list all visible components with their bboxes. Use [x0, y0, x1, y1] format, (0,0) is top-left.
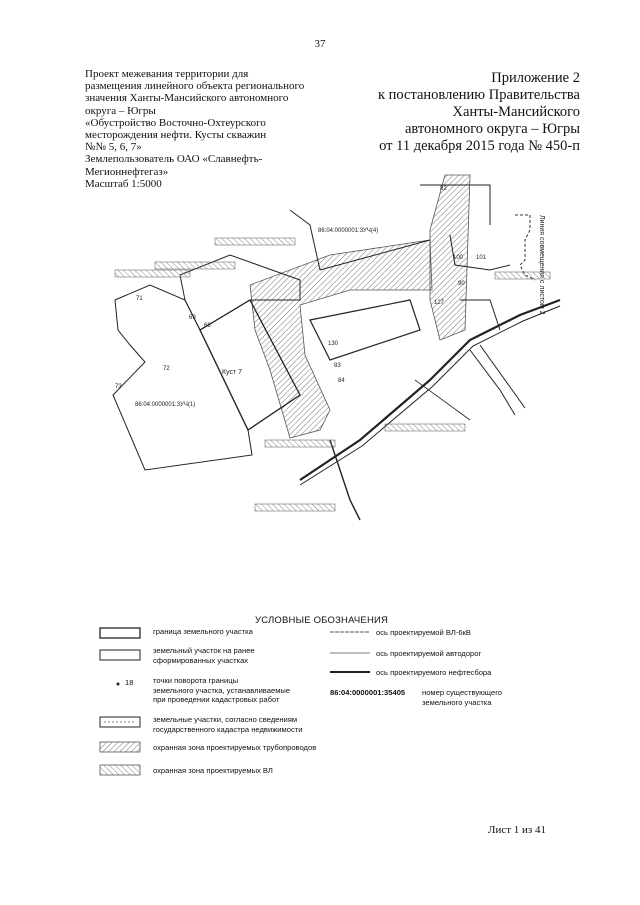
point-label: 127 — [434, 300, 445, 306]
pipeline-protection-zone — [250, 175, 470, 438]
point-label: 84 — [338, 378, 345, 384]
legend-text: земельного участка, устанавливаемые — [153, 685, 291, 695]
legend-text: земельные участки, согласно сведениям — [153, 715, 298, 724]
legend-item — [422, 688, 502, 707]
point-label: 83 — [334, 363, 341, 369]
legend-text: номер существующего — [422, 688, 503, 697]
legend-item — [153, 766, 273, 776]
cadastral-example: 86:04:0000001:35405 — [330, 688, 406, 697]
page-number: 37 — [314, 38, 326, 50]
legend-text: государственного кадастра недвижимости — [153, 724, 303, 734]
legend-item: ось проектируемого нефтесбора — [376, 668, 492, 677]
point-label: 68 — [204, 323, 211, 329]
appendix-line: автономного округа – Югры — [404, 121, 580, 137]
legend-item: ось проектируемой автодорог — [376, 649, 482, 658]
point-label: 69 — [189, 315, 196, 321]
legend-item: ось проектируемой ВЛ-6кВ — [376, 628, 471, 637]
scale-line: Масштаб 1:5000 — [85, 177, 162, 190]
appendix-line: к постановлению Правительства — [378, 87, 580, 103]
legend-title: УСЛОВНЫЕ ОБОЗНАЧЕНИЯ — [255, 615, 389, 626]
point-label: 100 — [453, 255, 464, 261]
point-label: 90 — [458, 281, 465, 287]
legend-text: охранная зона проектируемых трубопроводов — [153, 743, 317, 752]
project-line: размещения линейного объекта регионального — [85, 80, 305, 93]
parcel-label: 86:04:0000001:3УЧ(4) — [318, 228, 379, 234]
project-line: №№ 5, 6, 7» — [85, 141, 142, 154]
legend-item — [153, 743, 316, 753]
side-label: Линия совмещения с листом 2 — [538, 215, 545, 315]
point-example: 18 — [125, 678, 134, 687]
legend-text: граница земельного участка — [153, 627, 253, 636]
sheet-join-line — [515, 215, 535, 280]
project-line: Мегионнефтегаз» — [85, 165, 169, 178]
point-label: 101 — [476, 255, 487, 261]
legend-text: земельного участка — [422, 697, 492, 707]
project-line: «Обустройство Восточно-Охтеурского — [85, 116, 266, 129]
legend-item — [153, 715, 302, 734]
project-line: Землепользователь ОАО «Славнефть- — [85, 153, 263, 166]
cluster-label: Куст 7 — [222, 369, 243, 376]
project-line: месторождения нефти. Кусты скважин — [85, 129, 267, 142]
parcel-label: 86:04:0000001:3УЧ(1) — [135, 402, 196, 408]
point-label: 130 — [328, 341, 339, 347]
point-label: 71 — [136, 296, 143, 302]
point-label: 73 — [115, 384, 122, 390]
legend-text: при проведении кадастровых работ — [153, 695, 280, 704]
appendix-line: от 11 декабря 2015 года № 450-п — [379, 138, 580, 154]
sheet-number: Лист 1 из 41 — [488, 824, 547, 836]
project-line: округа – Югры — [85, 104, 156, 117]
legend-item — [153, 627, 253, 637]
appendix-line: Приложение 2 — [491, 70, 580, 86]
existing-parcel — [113, 285, 252, 470]
legend-text: точки поворота границы — [153, 676, 239, 685]
legend-text: земельный участок на ранее — [153, 646, 255, 655]
point-label: 82 — [440, 186, 447, 192]
appendix-line: Ханты-Мансийского — [452, 104, 580, 120]
legend-text: сформированных участках — [153, 655, 249, 665]
legend-item — [153, 646, 255, 665]
legend-item — [153, 676, 290, 705]
project-line: Проект межевания территории для — [85, 68, 249, 80]
legend-text: охранная зона проектируемых ВЛ — [153, 766, 273, 775]
project-line: значения Ханты-Мансийского автономного — [85, 92, 289, 105]
point-label: 72 — [163, 366, 170, 372]
